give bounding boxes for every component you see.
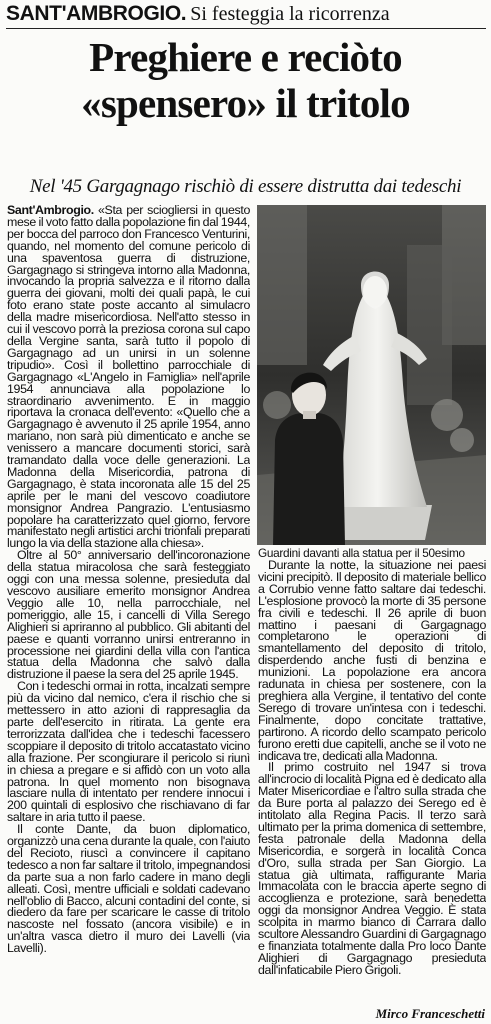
headline-line-1: Preghiere e reciòto — [89, 34, 402, 80]
section-kicker — [6, 2, 486, 29]
paragraph-text: «Sta per sciogliersi in questo mese il voto fatto dalla popolazione fin dal 1944, per bocca del parroco don Francesco Venturini, quando, nel momento del comune pericolo di una spaventosa guerra di distruzione, Gargagnago si stringeva intorno alla Madonna, invocando la propria salvezza e il ritorno dalla guerra dei giovani, molti dei quali papà, le cui foto erano state poste accanto al simulacro della madre misericordiosa. Nell'atto stesso in cui il vescovo porrà la preziosa corona sul capo della Vergine santa, sarà tutto il popolo di Gargagnago ad un unirsi in un solenne tripudio». Così il bollettino parrocchiale di Gargagnago «L'Angelo in Famiglia» nell'aprile 1954 annunciava alla popolazione lo straordinario avvenimento. E in maggio riportava la cronaca dell'evento: «Quello che a Gargagnago è avvenuto il 25 aprile 1954, anno mariano, non sarà più dimenticato e anche se venissero a mancare documenti storici, sarà tramandato dalla voce delle generazioni. La Madonna della Misericordia, patrona di Gargagnago, è stata incoronata alle 15 del 25 aprile per le mani del vescovo coadiutore monsignor Andrea Pangrazio. L'entusiasmo popolare ha caratterizzato quel giorno, fervore manifestato negli artistici archi trionfali preparati lungo la via della stazione alla chiesa». — [7, 205, 250, 551]
article-column-left — [7, 205, 250, 1020]
kicker-text: Si festeggia la ricorrenza — [190, 3, 390, 25]
article-column-right — [258, 560, 486, 1020]
kicker-location: SANT'AMBROGIO. — [6, 2, 187, 25]
photo-caption: Guardini davanti alla statua per il 50esimo — [258, 546, 465, 560]
article-paragraph: Il conte Dante, da buon diplomatico, organizzò una cena durante la quale, con l'aiuto del Recioto, riuscì a convincere il capitano tedesco a non far saltare il tritolo, impegnandosi da parte sua a non farlo cadere in mano degli alleati. Così, mentre ufficiali e soldati cadevano nell'oblio di Bacco, alcuni contadini del conte, si diedero da fare per scaricare le casse di tritolo nascoste nel fossato (ancora visibile) e in un'altra vasca dietro il muro dei Lavelli (via Lavelli). — [7, 822, 250, 956]
subheadline: Nel '45 Gargagnago rischiò di essere distrutta dai tedeschi — [29, 176, 462, 197]
article-paragraph: Con i tedeschi ormai in rotta, incalzati sempre più da vicino dal nemico, c'era il rischio che si mettessero in atto azioni di rappresaglia da parte dell'esercito in ritirata. La gente era terrorizzata dall'idea che i tedeschi facessero scoppiare il deposito di tritolo accatastato vicino alla frazione. Per scongiurare il pericolo si riunì in chiesa a pregare e si affidò con un voto alla patrona. In quel momento non bisognava lasciare nulla di intentato per rendere innocui i 200 quintali di esplosivo che rischiavano di far saltare in aria tutto il paese. — [7, 679, 250, 825]
article-paragraph: Il primo costruito nel 1947 si trova all'incrocio di località Pigna ed è dedicato alla Mater Misericordiae e l'altro sulla strada che da Bure porta al palazzo dei Serego ed è intitolato alla Regina Pacis. Il terzo sarà ultimato per la prima domenica di settembre, festa patronale della Madonna della Misericordia, e sorgerà in località Conca d'Oro, sulla strada per San Giorgio. La statua già ultimata, raffigurante Maria Immacolata con le braccia aperte segno di accoglienza e protezione, sarà benedetta oggi da monsignor Andrea Veggio. È stata scolpita in marmo bianco di Carrara dallo scultore Alessandro Guardini di Gargagnago e finanziata totalmente dalla Pro loco Dante Alighieri di Gargagnago presieduta dall'infaticabile Piero Grigoli. — [258, 760, 486, 977]
article-dateline: Sant'Ambrogio. — [7, 205, 94, 217]
article-paragraph — [7, 205, 250, 550]
photo-madonna-statue-with-sculptor — [257, 205, 486, 545]
article-paragraph: Oltre al 50° anniversario dell'incoronazione della statua miracolosa che sarà festeggiato oggi con una messa solenne, presieduta dal vescovo ausiliare emerito monsignor Andrea Veggio alle 10, nella parrocchiale, nel pomeriggio, alle 15, i cancelli di Villa Serego Alighieri si apriranno al pubblico. Gli abitanti del paese e quanti vorranno unirsi entreranno in processione nei giardini della villa con l'antica statua della Madonna che salvò dalla distruzione il paese la sera del 25 aprile 1945. — [7, 548, 250, 682]
article-photo — [257, 205, 486, 545]
article-paragraph: Durante la notte, la situazione nei paesi vicini precipitò. Il deposito di materiale bellico a Corrubio venne fatto saltare dai tedeschi. L'esplosione provocò la morte di 35 persone fra civili e tedeschi. Il 26 aprile di buon mattino i paesani di Gargagnago completarono le operazioni di smantellamento del deposito di tritolo, disperdendo anche fusti di benzina e munizioni. La popolazione era ancora radunata in chiesa per sostenere, con la preghiera alla Vergine, il tentativo del conte Serego di trovare un'intesa con i tedeschi. Finalmente, dopo concitate trattative, partirono. A ricordo dello scampato pericolo furono eretti due capitelli, anche se il voto ne indicava tre, dedicati alla Madonna. — [258, 560, 486, 763]
headline-line-2: «spensero» il tritolo — [81, 80, 410, 126]
article-author: Mirco Franceschetti — [370, 1006, 485, 1022]
headline — [0, 34, 491, 126]
